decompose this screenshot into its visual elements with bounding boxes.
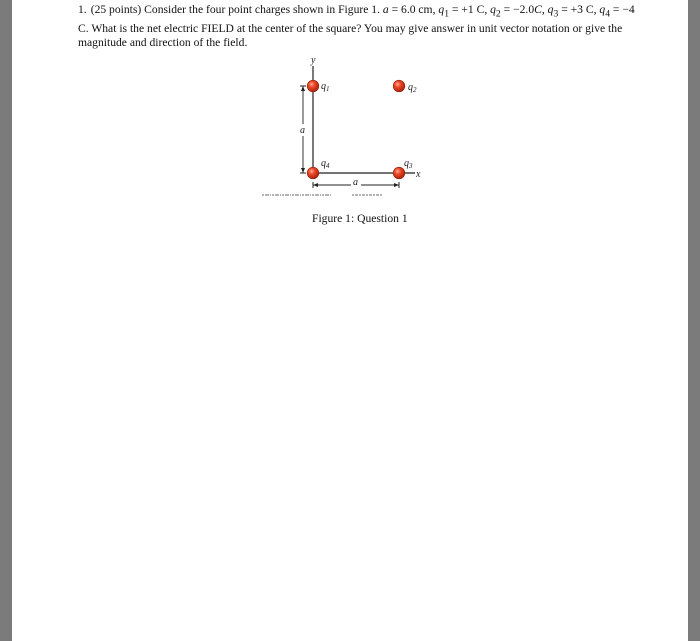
figure-caption: Figure 1: Question 1 <box>312 212 408 225</box>
value-a: = 6.0 cm, <box>388 3 436 16</box>
sub-q1: 1 <box>444 8 450 20</box>
var-q2: q <box>490 3 496 16</box>
dim-h-label: a <box>353 177 358 188</box>
question-text <box>78 3 638 51</box>
sub-q3: 3 <box>553 8 559 20</box>
unit-c-italic: C <box>534 3 542 16</box>
dim-h-arrow-right <box>394 183 399 187</box>
x-axis-label: x <box>416 169 421 180</box>
charge-q4 <box>307 167 319 179</box>
dim-v-arrow-down <box>301 168 305 173</box>
question-body: = −4 C. What is the net electric FIELD at the center of the square? You may give answer in unit vector notation or give the magnitude and direction of the field. <box>78 3 635 50</box>
sub-q2: 2 <box>495 8 501 20</box>
value-q2: = −2.0 <box>500 3 535 16</box>
var-a: a <box>382 3 389 16</box>
value-q1: = +1 C, <box>449 3 488 16</box>
comma: , <box>541 3 545 16</box>
dim-v-label: a <box>300 125 305 136</box>
label-q4: $q_4$ <box>321 158 330 170</box>
value-q3: = +3 C, <box>558 3 597 16</box>
dim-h-arrow-left <box>313 183 318 187</box>
label-q2: $q_2$ <box>408 82 417 94</box>
var-q1: q <box>438 3 445 16</box>
charge-diagram <box>248 52 424 202</box>
label-q1: $q_1$ <box>321 81 330 93</box>
dim-v-arrow-up <box>301 86 305 91</box>
var-q3: q <box>547 3 554 16</box>
label-q3: $q_3$ <box>404 158 413 170</box>
charge-q2 <box>393 80 405 92</box>
question-number: 1. <box>78 3 87 16</box>
charge-figure <box>248 52 424 202</box>
question-intro: (25 points) Consider the four point charges shown in Figure 1. <box>90 3 380 16</box>
document-page <box>12 0 688 641</box>
sub-q4: 4 <box>605 8 611 20</box>
charge-q1 <box>307 80 319 92</box>
y-axis-label: y <box>311 55 316 66</box>
var-q4: q <box>599 3 606 16</box>
